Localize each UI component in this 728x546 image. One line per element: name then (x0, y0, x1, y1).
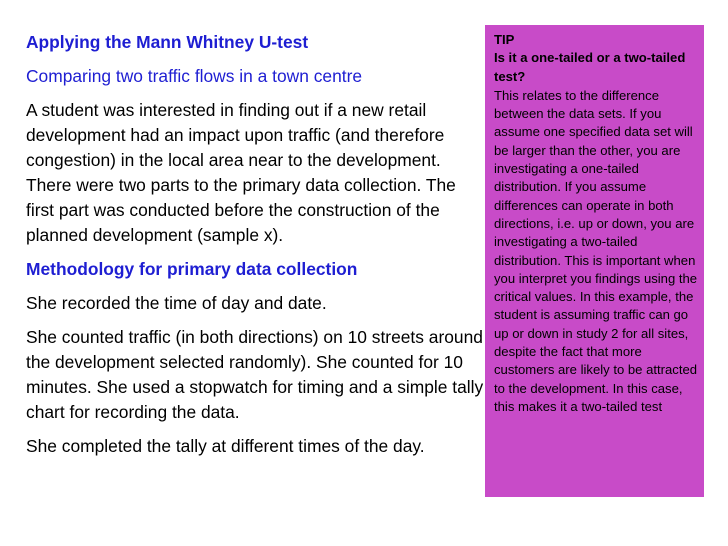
methodology-heading: Methodology for primary data collection (26, 259, 358, 279)
tip-title: TIP (494, 32, 515, 47)
method-step: She completed the tally at different times of the day. (26, 436, 425, 456)
intro-paragraph: A student was interested in finding out if a new retail development had an impact upon traffic (and therefore congestion) in the local area near to the development. There were two parts to the primary data collection. The first part was conducted before the construction of the planned development (sample x). (26, 100, 456, 245)
page-subtitle: Comparing two traffic flows in a town centre (26, 66, 363, 86)
tip-body: This relates to the difference between the data sets. If you assume one specified data set will be larger than the other, you are investigating a one-tailed distribution. If you assume differences can operate in both directions, i.e. up or down, you are investigating a two-tailed distribution. This is important when you interpret you findings using the critical values. In this example, the student is assuming traffic can go up or down in study 2 for all sites, despite the fact that more customers are likely to be attracted to the development. In this case, this makes it a two-tailed test (494, 87, 698, 414)
method-step: She counted traffic (in both directions) on 10 streets around the development selected randomly). She counted for 10 minutes. She used a stopwatch for timing and a simple tally chart for recording the data. (26, 327, 484, 422)
tip-question: Is it a one-tailed or a two-tailed test? (494, 50, 686, 84)
tip-box (485, 25, 704, 497)
method-step: She recorded the time of day and date. (26, 293, 327, 313)
main-content (26, 30, 486, 468)
page-title: Applying the Mann Whitney U-test (26, 32, 309, 52)
